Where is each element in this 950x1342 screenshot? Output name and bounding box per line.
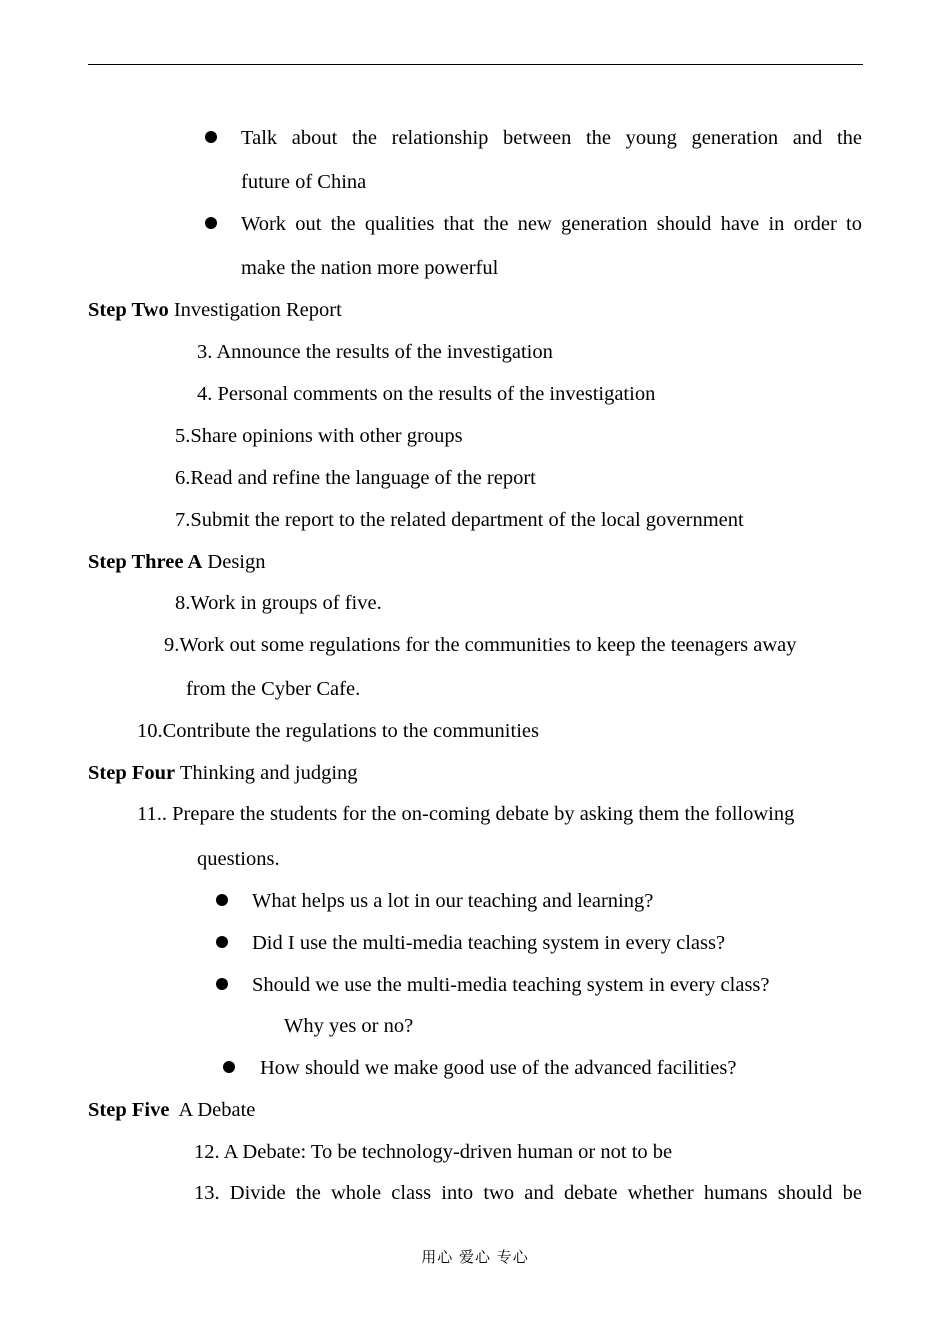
- bullet-icon: [216, 894, 228, 906]
- question-item: Why yes or no?: [284, 1015, 414, 1037]
- list-item: questions.: [197, 848, 280, 870]
- step-heading: [88, 1098, 255, 1122]
- list-item: 3. Announce the results of the investigation: [197, 341, 553, 363]
- list-item: 11.. Prepare the students for the on-coming debate by asking them the following: [137, 803, 795, 825]
- step-title: Thinking and judging: [179, 762, 358, 784]
- list-item: 5.Share opinions with other groups: [175, 425, 463, 447]
- step-heading: [88, 550, 266, 574]
- bullet-icon: [205, 217, 217, 229]
- step-heading: [88, 761, 358, 785]
- question-item: Should we use the multi-media teaching system in every class?: [252, 974, 770, 996]
- page-footer: 用心 爱心 专心: [421, 1248, 529, 1266]
- question-item: How should we make good use of the advanced facilities?: [260, 1057, 737, 1079]
- step-label: Step Two: [88, 299, 169, 321]
- step-label: Step Three A: [88, 551, 203, 573]
- bullet-text: make the nation more powerful: [241, 257, 499, 279]
- step-label: Step Five: [88, 1099, 170, 1121]
- list-item: 8.Work in groups of five.: [175, 592, 382, 614]
- step-title: Design: [207, 551, 266, 573]
- question-item: Did I use the multi-media teaching system in every class?: [252, 932, 726, 954]
- bullet-text: Talk about the relationship between the young generation and the: [241, 127, 862, 149]
- list-item: from the Cyber Cafe.: [186, 678, 361, 700]
- step-label: Step Four: [88, 762, 176, 784]
- bullet-icon: [223, 1061, 235, 1073]
- step-heading: [88, 298, 342, 322]
- list-item: 6.Read and refine the language of the report: [175, 467, 536, 489]
- list-item: 12. A Debate: To be technology-driven human or not to be: [194, 1141, 673, 1163]
- bullet-text: Work out the qualities that the new generation should have in order to: [241, 213, 862, 235]
- bullet-text: future of China: [241, 171, 367, 193]
- step-title: Investigation Report: [173, 299, 342, 321]
- bullet-icon: [216, 936, 228, 948]
- question-item: What helps us a lot in our teaching and learning?: [252, 890, 654, 912]
- list-item: 13. Divide the whole class into two and debate whether humans should be: [194, 1182, 862, 1204]
- list-item: 7.Submit the report to the related department of the local government: [175, 509, 744, 531]
- list-item: 4. Personal comments on the results of the investigation: [197, 383, 656, 405]
- bullet-icon: [216, 978, 228, 990]
- bullet-icon: [205, 131, 217, 143]
- list-item: 9.Work out some regulations for the communities to keep the teenagers away: [164, 634, 797, 656]
- list-item: 10.Contribute the regulations to the communities: [137, 720, 539, 742]
- step-title: A Debate: [178, 1099, 256, 1121]
- header-rule: [88, 64, 863, 65]
